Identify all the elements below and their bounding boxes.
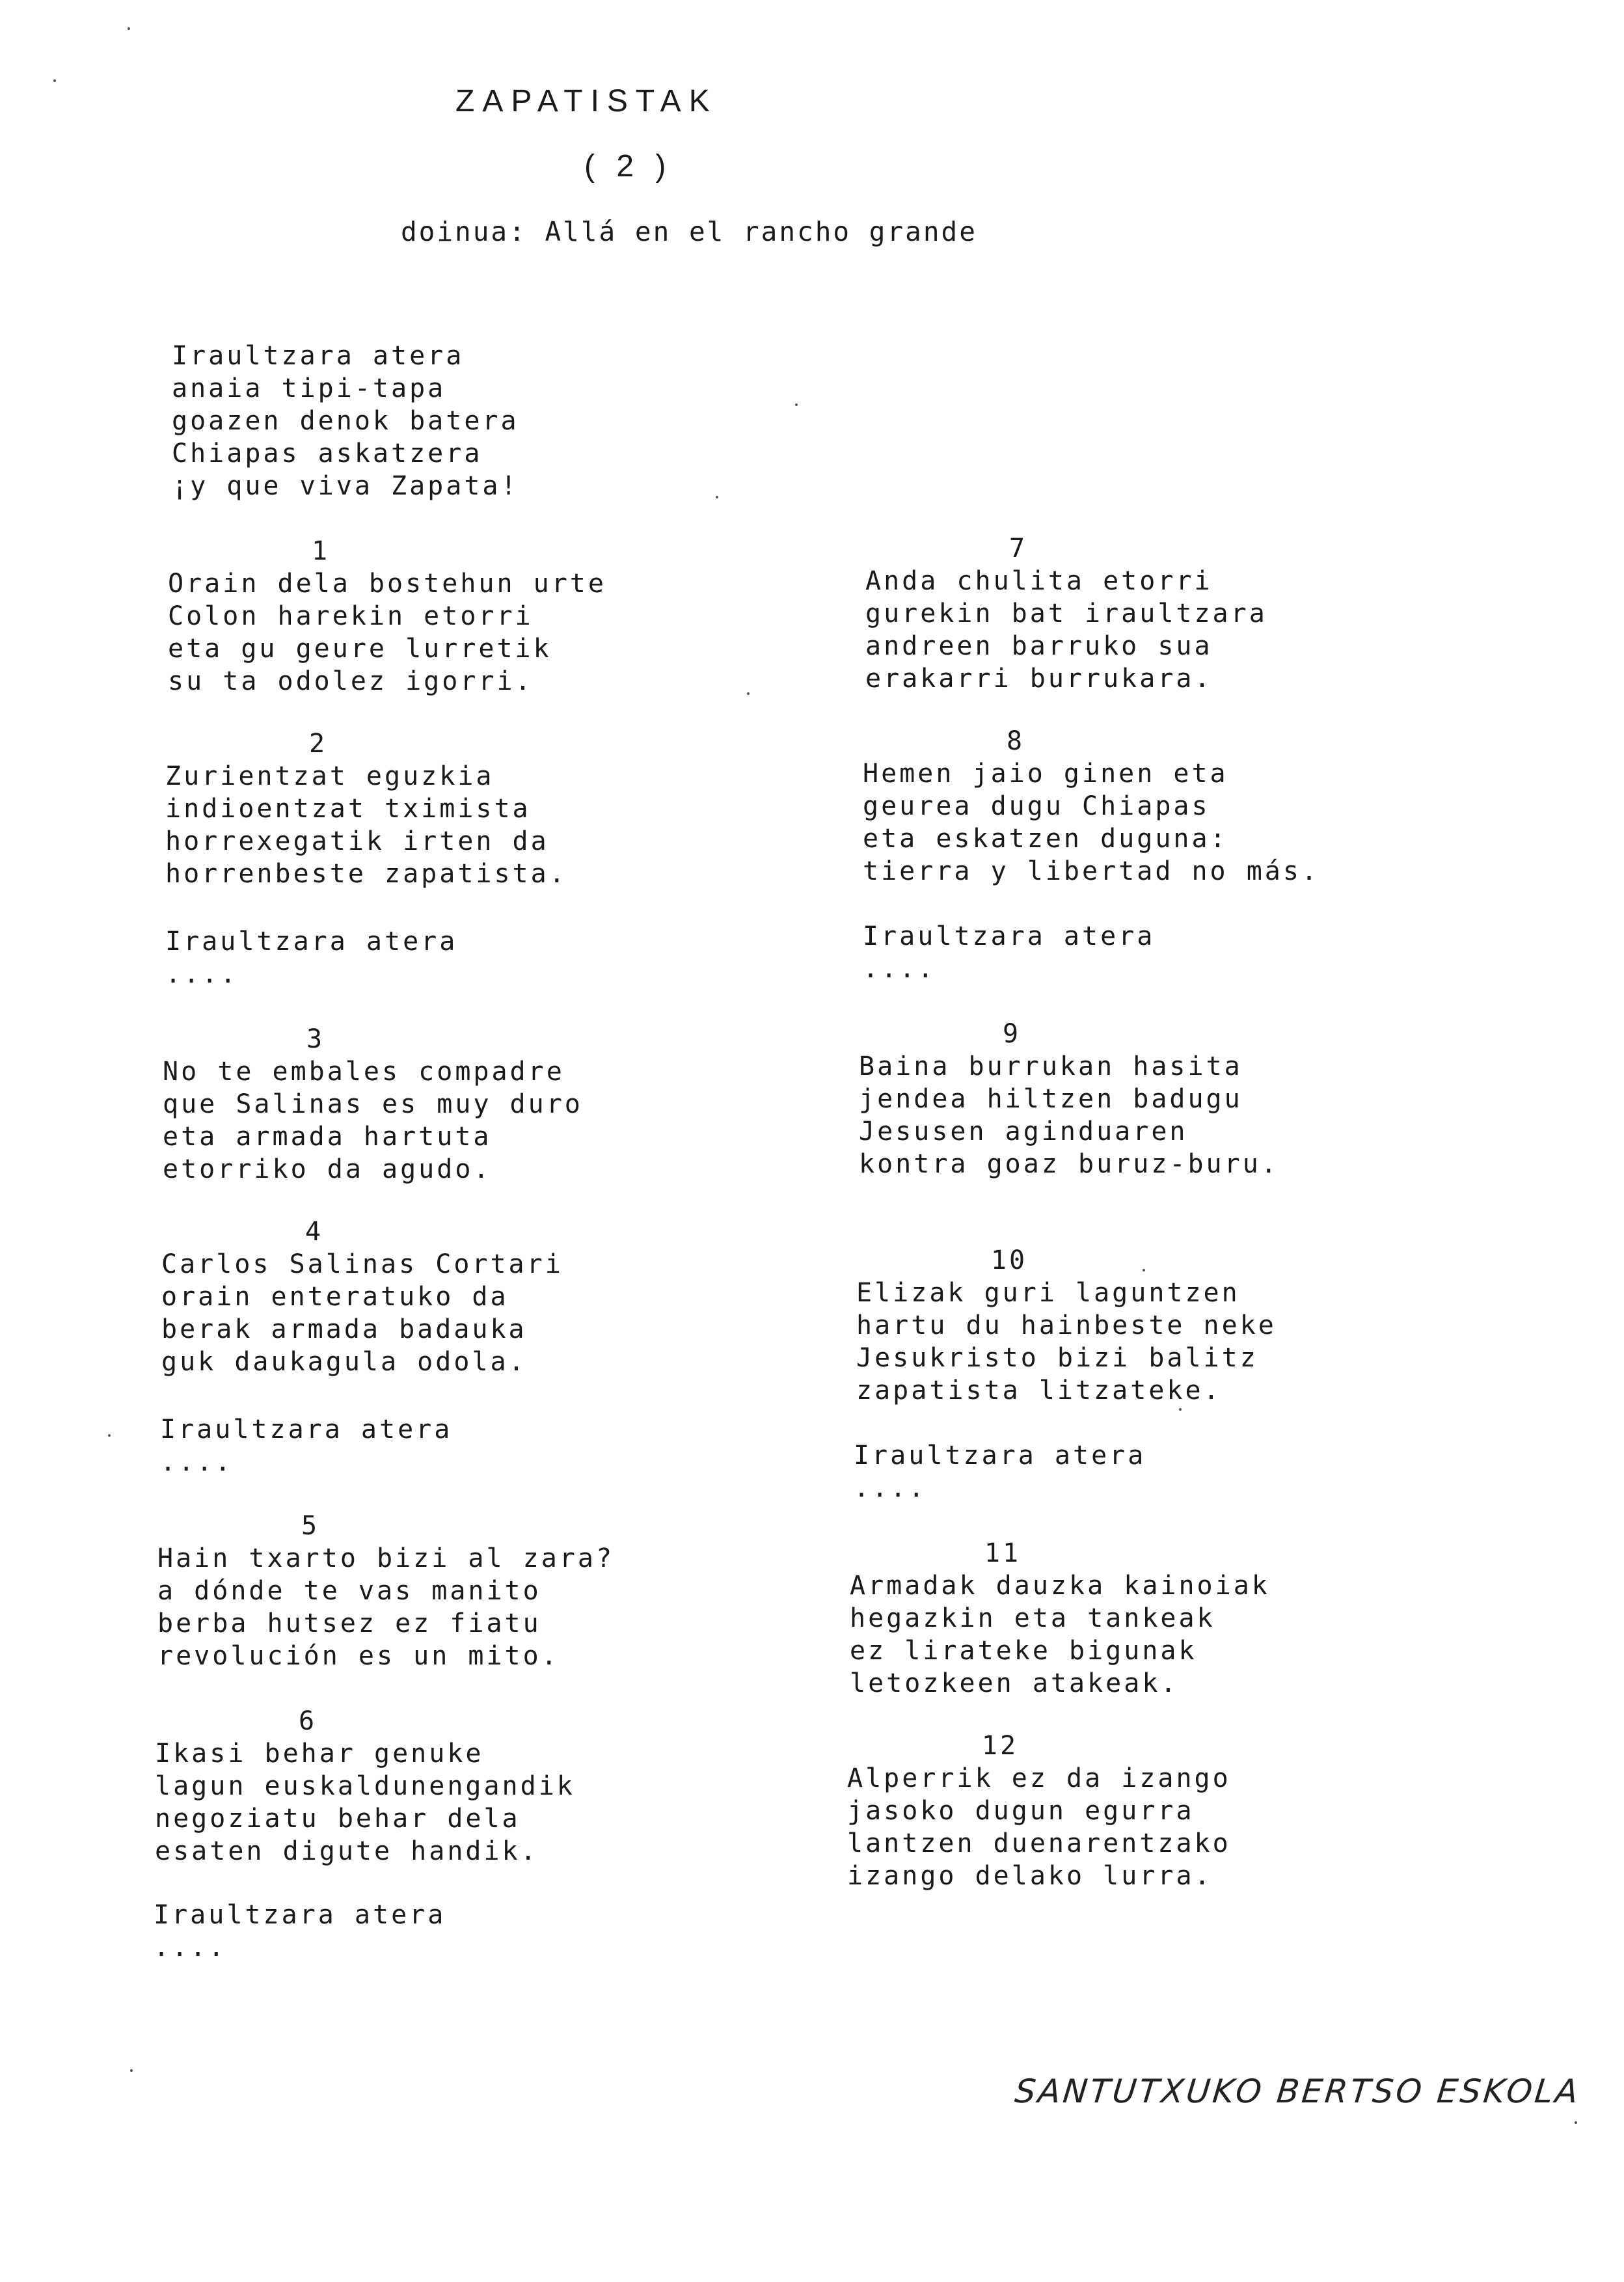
verse-line: hegazkin eta tankeak	[850, 1603, 1215, 1633]
verse-line: revolución es un mito.	[157, 1641, 560, 1671]
refrain-ellipsis: ....	[863, 954, 936, 984]
verse-line: Carlos Salinas Cortari	[161, 1249, 563, 1279]
verse-line: a dónde te vas manito	[157, 1576, 541, 1606]
verse-line: Ikasi behar genuke	[155, 1739, 484, 1769]
verse-line: etorriko da agudo.	[163, 1154, 492, 1184]
verse-number: 3	[306, 1024, 325, 1054]
verse-line: izango delako lurra.	[847, 1861, 1213, 1891]
verse-3	[163, 1023, 583, 1186]
refrain-ellipsis: ....	[160, 1447, 234, 1477]
verse-line: guk daukagula odola.	[161, 1347, 527, 1377]
refrain-line: Chiapas askatzera	[172, 439, 483, 469]
verse-line: erakarri burrukara.	[865, 664, 1213, 694]
scan-speck	[747, 692, 750, 695]
verse-line: Hain txarto bizi al zara?	[157, 1543, 615, 1573]
verse-line: letozkeen atakeak.	[850, 1668, 1179, 1698]
refrain-repeat-label: Iraultzara atera	[160, 1415, 453, 1445]
refrain-repeat	[165, 925, 457, 990]
scan-speck	[53, 79, 56, 82]
verse-6	[155, 1705, 575, 1868]
verse-line: eta eskatzen duguna:	[863, 824, 1228, 854]
scan-speck	[716, 496, 718, 498]
verse-number: 7	[1008, 534, 1028, 564]
verse-5	[157, 1510, 614, 1672]
verse-line: andreen barruko sua	[865, 631, 1213, 661]
verse-line: horrexegatik irten da	[165, 826, 549, 856]
verse-number: 11	[984, 1538, 1022, 1568]
verse-line: lantzen duenarentzako	[847, 1828, 1231, 1858]
part-number: ( 2 )	[584, 149, 673, 183]
verse-line: berak armada badauka	[161, 1314, 527, 1344]
verse-line: negoziatu behar dela	[155, 1804, 521, 1834]
verse-2	[165, 727, 567, 890]
verse-12	[847, 1730, 1231, 1892]
verse-line: que Salinas es muy duro	[163, 1089, 583, 1119]
verse-line: geurea dugu Chiapas	[863, 791, 1210, 821]
scan-speck	[1179, 1408, 1182, 1411]
page-title: ZAPATISTAK	[455, 84, 718, 118]
verse-line: esaten digute handik.	[155, 1836, 539, 1866]
verse-line: Zurientzat eguzkia	[165, 761, 494, 791]
verse-line: eta gu geure lurretik	[168, 634, 552, 664]
refrain-repeat-label: Iraultzara atera	[154, 1900, 446, 1930]
verse-line: Jesukristo bizi balitz	[856, 1343, 1258, 1373]
verse-line: Orain dela bostehun urte	[168, 569, 606, 599]
verse-line: su ta odolez igorri.	[168, 666, 534, 696]
verse-10	[856, 1244, 1277, 1407]
verse-line: horrenbeste zapatista.	[165, 859, 567, 889]
verse-line: Hemen jaio ginen eta	[863, 759, 1228, 789]
refrain-repeat	[854, 1439, 1146, 1504]
scan-speck	[130, 2069, 133, 2072]
verse-line: Colon harekin etorri	[168, 601, 534, 631]
verse-8	[863, 725, 1320, 888]
verse-number: 5	[301, 1511, 320, 1541]
verse-line: Armadak dauzka kainoiak	[850, 1571, 1270, 1601]
refrain-line: ¡y que viva Zapata!	[172, 471, 519, 501]
verse-line: tierra y libertad no más.	[863, 856, 1320, 886]
verse-line: Jesusen aginduaren	[859, 1117, 1188, 1147]
refrain-repeat-label: Iraultzara atera	[854, 1441, 1146, 1471]
verse-line: eta armada hartuta	[163, 1122, 492, 1152]
verse-line: orain enteratuko da	[161, 1282, 509, 1312]
scan-speck	[1575, 2121, 1577, 2124]
signature: SANTUTXUKO BERTSO ESKOLA	[1012, 2072, 1582, 2110]
verse-number: 1	[311, 536, 331, 566]
verse-7	[865, 532, 1267, 695]
scan-speck	[108, 1434, 111, 1437]
scan-speck	[128, 27, 130, 30]
refrain-repeat	[160, 1413, 452, 1478]
verse-11	[850, 1537, 1270, 1700]
scan-speck	[1143, 1269, 1145, 1271]
verse-line: kontra goaz buruz-buru.	[859, 1149, 1279, 1179]
verse-line: No te embales compadre	[163, 1057, 565, 1087]
verse-line: Alperrik ez da izango	[847, 1763, 1231, 1793]
refrain-line: anaia tipi-tapa	[172, 374, 446, 403]
verse-line: indioentzat tximista	[165, 794, 531, 824]
refrain-repeat	[863, 920, 1155, 985]
scan-speck	[795, 403, 798, 406]
verse-number: 9	[1002, 1019, 1022, 1049]
refrain-ellipsis: ....	[854, 1473, 927, 1503]
refrain-line: goazen denok batera	[172, 406, 519, 436]
refrain-repeat-label: Iraultzara atera	[863, 921, 1156, 951]
verse-line: zapatista litzateke.	[856, 1376, 1222, 1406]
refrain-repeat-label: Iraultzara atera	[165, 927, 458, 957]
verse-number: 2	[308, 729, 328, 759]
refrain-ellipsis: ....	[154, 1933, 227, 1963]
verse-line: berba hutsez ez fiatu	[157, 1609, 541, 1638]
verse-9	[859, 1018, 1279, 1180]
verse-number: 4	[304, 1217, 324, 1247]
refrain-ellipsis: ....	[165, 959, 239, 989]
verse-line: Anda chulita etorri	[865, 566, 1213, 596]
verse-line: lagun euskaldunengandik	[155, 1771, 575, 1801]
verse-line: Baina burrukan hasita	[859, 1052, 1243, 1081]
refrain-block	[172, 340, 519, 502]
verse-number: 12	[981, 1731, 1019, 1761]
verse-line: Elizak guri laguntzen	[856, 1278, 1240, 1308]
refrain-repeat	[154, 1899, 446, 1964]
verse-1	[168, 535, 606, 698]
verse-line: gurekin bat iraultzara	[865, 599, 1267, 629]
refrain-line: Iraultzara atera	[172, 341, 465, 371]
verse-line: ez lirateke bigunak	[850, 1636, 1197, 1666]
verse-number: 10	[990, 1245, 1028, 1275]
melody-line: doinua: Allá en el rancho grande	[401, 216, 977, 247]
verse-line: hartu du hainbeste neke	[856, 1311, 1277, 1340]
verse-4	[161, 1216, 563, 1378]
verse-line: jendea hiltzen badugu	[859, 1084, 1243, 1114]
verse-number: 8	[1006, 726, 1025, 756]
verse-number: 6	[298, 1706, 318, 1736]
verse-line: jasoko dugun egurra	[847, 1796, 1195, 1826]
